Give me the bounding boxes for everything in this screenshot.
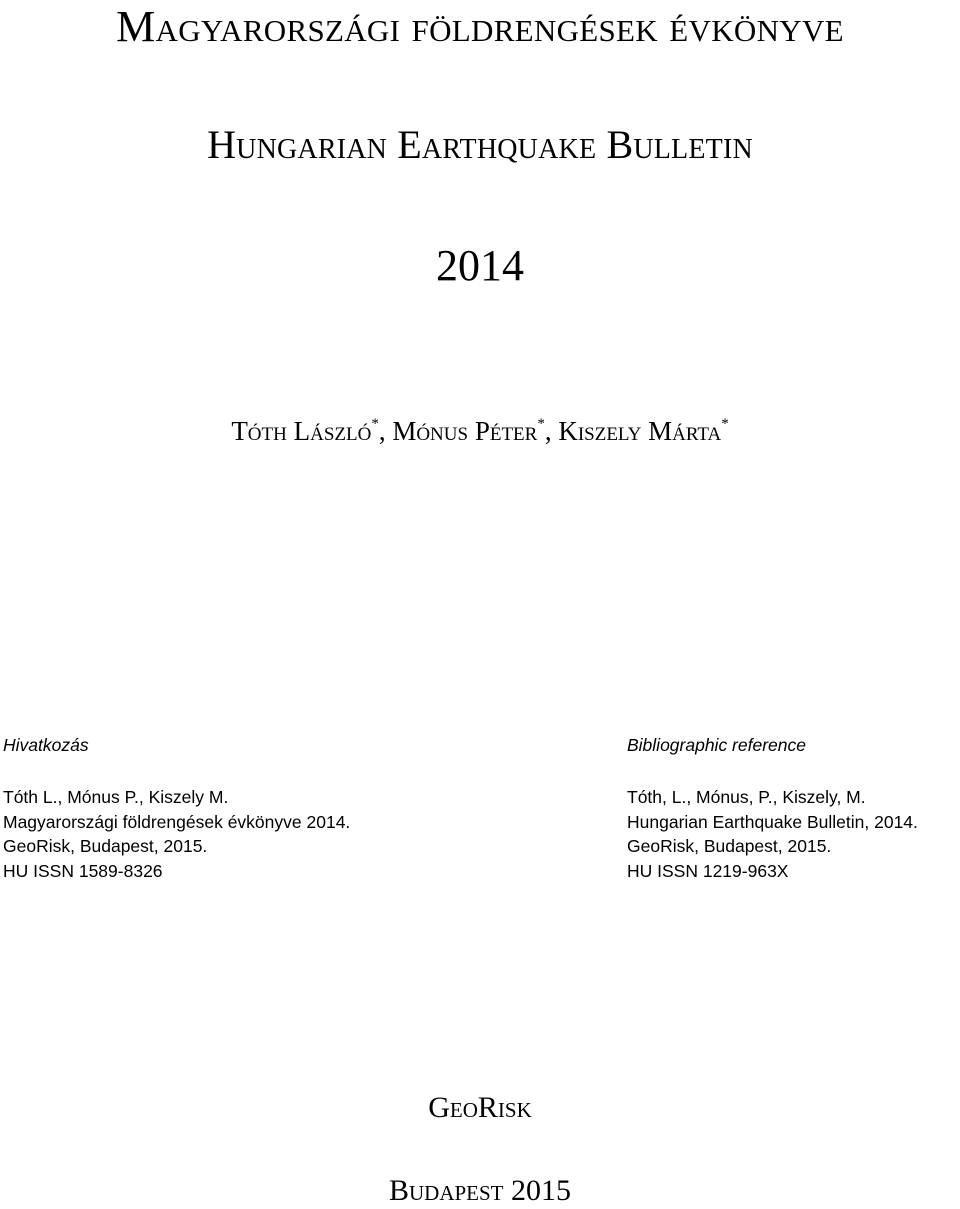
author-name: Tóth László — [231, 416, 372, 446]
bulletin-year: 2014 — [436, 241, 524, 290]
author-list — [0, 414, 960, 448]
title-hungarian: Magyarországi földrengések évkönyve — [116, 2, 844, 51]
reference-line: Hungarian Earthquake Bulletin, 2014. — [627, 811, 918, 832]
reference-heading: Hivatkozás — [3, 735, 89, 755]
author-name: Mónus Péter — [392, 416, 538, 446]
author-name: Kiszely Márta — [558, 416, 722, 446]
reference-line: GeoRisk, Budapest, 2015. — [627, 836, 832, 856]
reference-line: Tóth L., Mónus P., Kiszely M. — [3, 787, 229, 807]
reference-hungarian — [3, 733, 350, 883]
reference-line: HU ISSN 1589-8326 — [3, 860, 163, 881]
reference-heading: Bibliographic reference — [627, 735, 806, 755]
affiliation-mark: * — [721, 416, 729, 432]
affiliation-mark: * — [371, 416, 379, 432]
reference-line: GeoRisk, Budapest, 2015. — [3, 836, 208, 856]
affiliation-mark: * — [537, 416, 545, 432]
publisher-name: GeoRisk — [428, 1091, 532, 1124]
reference-line: Magyarországi földrengések évkönyve 2014. — [3, 811, 351, 832]
author-separator: , — [544, 416, 559, 446]
reference-english — [627, 733, 918, 883]
reference-line: Tóth, L., Mónus, P., Kiszely, M. — [627, 787, 866, 807]
reference-line: HU ISSN 1219-963X — [627, 860, 789, 881]
title-english: Hungarian Earthquake Bulletin — [207, 122, 753, 167]
author-separator: , — [378, 416, 393, 446]
publication-place-year: Budapest 2015 — [388, 1174, 572, 1207]
